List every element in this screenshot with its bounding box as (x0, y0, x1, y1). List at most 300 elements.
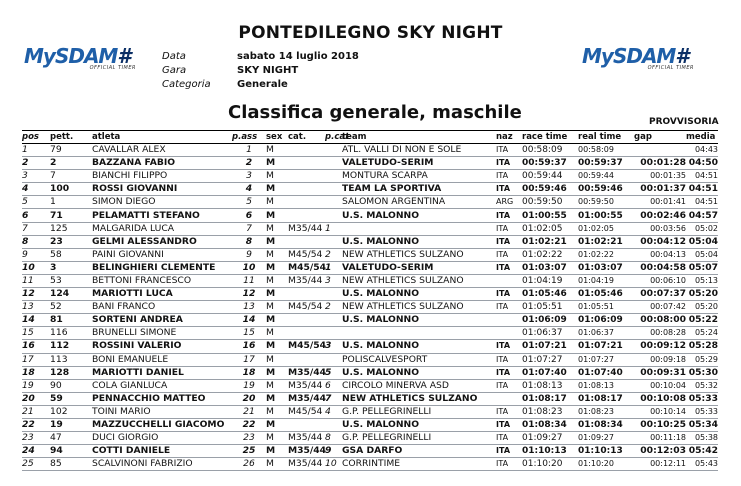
cell-team: NEW ATHLETICS SULZANO (342, 248, 464, 260)
cell-pace: 04:51 (688, 183, 718, 195)
meta-value: SKY NIGHT (237, 65, 299, 76)
cell-race-time: 01:03:07 (522, 262, 567, 273)
cell-pace: 04:50 (688, 157, 718, 169)
cell-race-time: 01:08:34 (522, 420, 567, 431)
cell-nation: ITA (496, 433, 509, 443)
cell-abs-position: 2 (245, 157, 253, 169)
col-header-pace: media (686, 131, 718, 144)
cell-team: VALETUDO-SERIM (342, 157, 434, 169)
cell-bib: 19 (50, 419, 63, 431)
table-row (22, 340, 718, 353)
cell-athlete: SIMON DIEGO (92, 196, 156, 208)
cell-sex: M (266, 327, 274, 339)
cell-position: 16 (22, 340, 35, 352)
meta-value: sabato 14 luglio 2018 (237, 51, 359, 62)
table-row (22, 274, 718, 287)
cell-category-position: 3 (325, 274, 331, 286)
cell-nation (496, 327, 522, 340)
cell-category (288, 353, 325, 366)
table-row (22, 170, 718, 183)
cell-sex: M (266, 196, 274, 208)
cell-bib: 1 (50, 196, 56, 208)
cell-athlete: MARIOTTI DANIEL (92, 366, 184, 378)
table-row (22, 235, 718, 248)
cell-category-position (325, 418, 342, 431)
cell-real-time: 01:06:37 (578, 328, 614, 338)
cell-team: U.S. MALONNO (342, 209, 420, 221)
cell-pace: 05:22 (688, 314, 718, 326)
cell-pace: 05:38 (694, 433, 718, 443)
cell-pace: 05:07 (688, 261, 718, 273)
meta-key: Data (162, 51, 186, 62)
cell-race-time: 00:59:37 (522, 158, 567, 169)
cell-abs-position: 13 (243, 301, 255, 313)
cell-sex: M (266, 419, 276, 431)
cell-athlete: ROSSI GIOVANNI (92, 183, 178, 195)
cell-gap: 00:06:10 (650, 275, 686, 285)
logo-brand-text: MySDAM# (24, 44, 131, 68)
cell-real-time: 01:05:51 (578, 302, 614, 312)
cell-category: M45/54 (288, 261, 327, 273)
cell-real-time: 01:02:05 (578, 223, 614, 233)
cell-nation (496, 314, 522, 327)
cell-category (288, 183, 325, 196)
cell-team: CIRCOLO MINERVA ASD (342, 379, 449, 391)
cell-pace: 05:33 (694, 406, 718, 416)
cell-sex: M (266, 379, 274, 391)
cell-gap (634, 144, 686, 157)
cell-nation: ITA (496, 158, 511, 168)
cell-position: 22 (22, 419, 35, 431)
cell-category-position: 7 (325, 392, 332, 404)
cell-bib: 53 (50, 274, 62, 286)
col-header-sex: sex (266, 131, 288, 144)
cell-category (288, 327, 325, 340)
cell-category: M35/44 (288, 432, 323, 444)
cell-gap: 00:12:11 (650, 459, 686, 469)
cell-team: U.S. MALONNO (342, 419, 420, 431)
cell-bib: 71 (50, 209, 63, 221)
cell-real-time: 01:05:46 (578, 289, 623, 300)
cell-bib: 47 (50, 432, 62, 444)
cell-abs-position: 6 (245, 209, 253, 221)
cell-pace: 05:28 (688, 340, 718, 352)
cell-position: 23 (22, 432, 34, 444)
cell-abs-position: 18 (242, 366, 256, 378)
table-row (22, 209, 718, 222)
event-title: PONTEDILEGNO SKY NIGHT (238, 23, 503, 43)
table-row (22, 379, 718, 392)
cell-bib: 100 (50, 183, 70, 195)
cell-position: 5 (22, 196, 28, 208)
cell-pace: 05:30 (688, 366, 718, 378)
cell-team: G.P. PELLEGRINELLI (342, 405, 432, 417)
cell-team (342, 327, 496, 340)
cell-pace: 05:13 (694, 275, 718, 285)
cell-race-time: 01:10:20 (522, 459, 563, 470)
cell-bib: 7 (50, 170, 56, 182)
cell-abs-position: 4 (245, 183, 253, 195)
cell-sex: M (266, 366, 276, 378)
cell-race-time: 01:09:27 (522, 433, 563, 444)
cell-abs-position: 17 (243, 353, 255, 365)
cell-category-position: 4 (325, 405, 331, 417)
cell-gap: 00:09:12 (640, 340, 686, 352)
logo-subtitle: OFFICIAL TIMER (647, 65, 694, 71)
cell-pace: 05:04 (694, 249, 718, 259)
cell-real-time: 00:58:09 (578, 145, 614, 155)
cell-nation: ITA (496, 420, 511, 430)
cell-athlete: COTTI DANIELE (92, 445, 171, 457)
cell-race-time: 01:05:46 (522, 289, 567, 300)
cell-category-position: 6 (325, 379, 331, 391)
cell-race-time: 00:59:46 (522, 184, 567, 195)
cell-abs-position: 5 (246, 196, 252, 208)
cell-abs-position: 11 (243, 274, 255, 286)
cell-race-time: 01:08:23 (522, 406, 563, 417)
cell-athlete: BANI FRANCO (92, 301, 156, 313)
cell-real-time: 01:00:55 (578, 210, 623, 221)
cell-pace: 04:51 (694, 197, 718, 207)
cell-real-time: 01:10:13 (578, 446, 623, 457)
cell-pace: 04:51 (694, 171, 718, 181)
cell-real-time: 01:07:21 (578, 341, 623, 352)
cell-team: U.S. MALONNO (342, 340, 420, 352)
cell-team: ATL. VALLI DI NON E SOLE (342, 144, 462, 156)
table-row (22, 445, 718, 458)
cell-category-position: 1 (325, 261, 332, 273)
cell-sex: M (266, 353, 274, 365)
cell-bib: 112 (50, 340, 70, 352)
cell-bib: 85 (50, 458, 62, 470)
cell-race-time: 01:07:27 (522, 354, 563, 365)
cell-category (288, 170, 325, 183)
cell-sex: M (266, 445, 276, 457)
cell-position: 4 (22, 183, 29, 195)
col-header-real-time: real time (578, 131, 634, 144)
cell-gap: 00:09:31 (640, 366, 686, 378)
cell-gap: 00:12:03 (640, 445, 686, 457)
table-row (22, 314, 718, 327)
table-row (22, 327, 718, 340)
mysdam-logo-left (24, 46, 164, 76)
meta-row-race (162, 64, 359, 78)
cell-gap: 00:08:00 (640, 314, 686, 326)
table-row (22, 157, 718, 170)
cell-nation: ITA (496, 223, 509, 233)
cell-athlete: CAVALLAR ALEX (92, 144, 166, 156)
cell-race-time: 01:00:55 (522, 210, 567, 221)
cell-pace: 05:04 (688, 235, 718, 247)
cell-gap: 00:09:18 (650, 354, 686, 364)
cell-position: 12 (22, 288, 35, 300)
meta-row-date (162, 50, 359, 64)
cell-position: 24 (22, 445, 35, 457)
cell-gap: 00:10:14 (650, 406, 686, 416)
cell-category-position: 2 (325, 301, 331, 313)
table-row (22, 288, 718, 301)
table-row (22, 144, 718, 157)
cell-real-time: 00:59:46 (578, 184, 623, 195)
table-row (22, 222, 718, 235)
cell-category: M45/54 (288, 340, 327, 352)
table-row (22, 458, 718, 471)
cell-athlete: BETTONI FRANCESCO (92, 274, 192, 286)
cell-athlete: TOINI MARIO (92, 405, 151, 417)
table-row (22, 418, 718, 431)
col-header-abs-pos: p.ass (232, 131, 266, 144)
cell-gap: 00:10:04 (650, 380, 686, 390)
cell-abs-position: 25 (242, 445, 256, 457)
table-row (22, 248, 718, 261)
cell-real-time: 01:08:13 (578, 380, 614, 390)
meta-key: Categoria (162, 79, 211, 90)
cell-sex: M (266, 288, 276, 300)
cell-pace: 05:33 (688, 392, 718, 404)
cell-abs-position: 12 (242, 288, 256, 300)
cell-pace: 05:02 (694, 223, 718, 233)
cell-gap: 00:08:28 (650, 328, 686, 338)
cell-athlete: COLA GIANLUCA (92, 379, 168, 391)
status-badge: PROVVISORIA (649, 117, 719, 127)
cell-athlete: MALGARIDA LUCA (92, 222, 175, 234)
cell-gap: 00:01:28 (640, 157, 686, 169)
table-row (22, 301, 718, 314)
cell-abs-position: 19 (243, 379, 255, 391)
cell-athlete: BONI EMANUELE (92, 353, 169, 365)
cell-gap: 00:04:13 (650, 249, 686, 259)
cell-real-time: 01:02:22 (578, 249, 614, 259)
cell-gap: 00:04:58 (640, 261, 686, 273)
cell-team: U.S. MALONNO (342, 366, 420, 378)
cell-sex: M (266, 222, 274, 234)
cell-category-position (325, 196, 342, 209)
cell-real-time: 01:03:07 (578, 262, 623, 273)
cell-race-time: 01:05:51 (522, 302, 563, 313)
cell-category-position (325, 235, 342, 248)
cell-bib: 23 (50, 235, 63, 247)
cell-gap: 00:01:35 (650, 171, 686, 181)
meta-row-category (162, 78, 359, 92)
cell-bib: 2 (50, 157, 57, 169)
cell-sex: M (266, 458, 274, 470)
cell-gap: 00:03:56 (650, 223, 686, 233)
col-header-category: cat. (288, 131, 325, 144)
cell-category: M35/44 (288, 445, 327, 457)
cell-nation: ITA (496, 171, 509, 181)
cell-sex: M (266, 432, 274, 444)
cell-race-time: 01:06:09 (522, 315, 567, 326)
cell-abs-position: 23 (243, 432, 255, 444)
cell-sex: M (266, 144, 274, 156)
cell-position: 10 (22, 261, 35, 273)
cell-position: 1 (22, 144, 28, 156)
cell-gap: 00:11:18 (650, 433, 686, 443)
cell-nation: ITA (496, 184, 511, 194)
cell-bib: 81 (50, 314, 63, 326)
cell-abs-position: 7 (246, 222, 252, 234)
cell-category-position (325, 183, 342, 196)
cell-pace: 05:24 (694, 328, 718, 338)
race-meta (162, 50, 359, 92)
cell-category-position: 5 (325, 366, 332, 378)
cell-category-position (325, 157, 342, 170)
cell-nation: ITA (496, 341, 511, 351)
col-header-cat-pos: p.cat (325, 132, 350, 142)
cell-pace: 05:42 (688, 445, 718, 457)
cell-race-time: 01:07:40 (522, 367, 567, 378)
logo-subtitle: OFFICIAL TIMER (89, 65, 136, 71)
cell-team: GSA DARFO (342, 445, 403, 457)
cell-nation: ITA (496, 302, 509, 312)
cell-position: 13 (22, 301, 34, 313)
table-row (22, 392, 718, 405)
cell-pace: 05:32 (694, 380, 718, 390)
col-header-bib: pett. (50, 131, 92, 144)
cell-category (288, 235, 325, 248)
cell-real-time: 01:10:20 (578, 459, 614, 469)
cell-race-time: 00:59:44 (522, 171, 563, 182)
cell-athlete: GELMI ALESSANDRO (92, 235, 197, 247)
cell-team: CORRINTIME (342, 458, 401, 470)
cell-athlete: ROSSINI VALERIO (92, 340, 182, 352)
cell-athlete: BIANCHI FILIPPO (92, 170, 168, 182)
cell-abs-position: 14 (242, 314, 256, 326)
mysdam-logo-right (582, 46, 722, 76)
cell-nation (496, 392, 522, 405)
cell-pace: 04:43 (694, 145, 718, 155)
cell-abs-position: 22 (242, 419, 256, 431)
cell-athlete: BELINGHIERI CLEMENTE (92, 261, 216, 273)
cell-position: 25 (22, 458, 34, 470)
cell-bib: 59 (50, 392, 63, 404)
cell-race-time: 00:59:50 (522, 197, 563, 208)
cell-abs-position: 20 (242, 392, 256, 404)
cell-bib: 102 (50, 405, 68, 417)
cell-race-time: 01:02:22 (522, 249, 563, 260)
cell-athlete: BAZZANA FABIO (92, 157, 176, 169)
cell-position: 18 (22, 366, 35, 378)
cell-category (288, 288, 325, 301)
cell-real-time: 01:07:27 (578, 354, 614, 364)
cell-nation: ITA (496, 380, 509, 390)
cell-position: 21 (22, 405, 34, 417)
cell-gap: 00:10:08 (640, 392, 686, 404)
cell-gap: 00:01:41 (650, 197, 686, 207)
cell-abs-position: 10 (242, 261, 256, 273)
cell-sex: M (266, 157, 276, 169)
cell-position: 11 (22, 274, 34, 286)
cell-category-position (325, 288, 342, 301)
cell-team: G.P. PELLEGRINELLI (342, 432, 432, 444)
cell-nation: ITA (496, 262, 511, 272)
cell-bib: 124 (50, 288, 70, 300)
cell-nation: ARG (496, 197, 514, 207)
cell-real-time: 01:07:40 (578, 367, 623, 378)
cell-category: M35/44 (288, 274, 323, 286)
cell-team: POLISCALVESPORT (342, 353, 428, 365)
cell-real-time: 01:02:21 (578, 236, 623, 247)
cell-category (288, 157, 325, 170)
cell-athlete: PENNACCHIO MATTEO (92, 392, 206, 404)
cell-team (342, 222, 496, 235)
cell-position: 2 (22, 157, 29, 169)
cell-sex: M (266, 261, 276, 273)
cell-sex: M (266, 209, 276, 221)
cell-nation: ITA (496, 446, 511, 456)
cell-bib: 58 (50, 248, 62, 260)
cell-category-position (325, 314, 342, 327)
table-row (22, 261, 718, 274)
cell-sex: M (266, 301, 274, 313)
cell-category-position (325, 353, 342, 366)
cell-race-time: 01:06:37 (522, 328, 563, 339)
cell-pace: 05:20 (688, 288, 718, 300)
cell-team: U.S. MALONNO (342, 288, 420, 300)
cell-real-time: 01:06:09 (578, 315, 623, 326)
cell-nation: ITA (496, 289, 511, 299)
table-row (22, 405, 718, 418)
cell-race-time: 01:04:19 (522, 275, 563, 286)
cell-position: 19 (22, 379, 34, 391)
cell-category: M45/54 (288, 248, 323, 260)
cell-athlete: SORTENI ANDREA (92, 314, 183, 326)
col-header-athlete: atleta (92, 131, 232, 144)
cell-athlete: MAZZUCCHELLI GIACOMO (92, 419, 225, 431)
cell-category: M35/44 (288, 222, 323, 234)
ranking-title: Classifica generale, maschile (228, 102, 522, 123)
cell-abs-position: 9 (246, 248, 252, 260)
cell-category (288, 314, 325, 327)
cell-bib: 94 (50, 445, 63, 457)
cell-race-time: 01:02:21 (522, 236, 567, 247)
cell-race-time: 01:10:13 (522, 446, 567, 457)
cell-bib: 113 (50, 353, 68, 365)
cell-pace: 05:34 (688, 419, 718, 431)
cell-sex: M (266, 170, 274, 182)
cell-bib: 52 (50, 301, 62, 313)
cell-category: M35/44 (288, 379, 323, 391)
cell-position: 6 (22, 209, 29, 221)
cell-abs-position: 8 (245, 235, 253, 247)
meta-value: Generale (237, 79, 288, 90)
cell-real-time: 01:04:19 (578, 275, 614, 285)
cell-athlete: SCALVINONI FABRIZIO (92, 458, 193, 470)
cell-category-position (325, 170, 342, 183)
cell-athlete: PELAMATTI STEFANO (92, 209, 200, 221)
cell-category: M35/44 (288, 392, 327, 404)
cell-bib: 90 (50, 379, 62, 391)
cell-team: U.S. MALONNO (342, 235, 420, 247)
col-header-race-time: race time (522, 131, 578, 144)
cell-nation (496, 274, 522, 287)
cell-abs-position: 3 (246, 170, 252, 182)
cell-nation: ITA (496, 236, 511, 246)
cell-gap: 00:07:37 (640, 288, 686, 300)
cell-nation: ITA (496, 210, 511, 220)
cell-position: 14 (22, 314, 35, 326)
cell-category: M45/54 (288, 405, 323, 417)
cell-sex: M (266, 405, 274, 417)
cell-category-position: 10 (325, 458, 337, 470)
table-header-row (22, 131, 718, 144)
cell-gap: 00:07:42 (650, 302, 686, 312)
cell-category: M35/44 (288, 366, 327, 378)
cell-team: U.S. MALONNO (342, 314, 420, 326)
table-row (22, 196, 718, 209)
cell-real-time: 01:08:23 (578, 406, 614, 416)
cell-category (288, 209, 325, 222)
